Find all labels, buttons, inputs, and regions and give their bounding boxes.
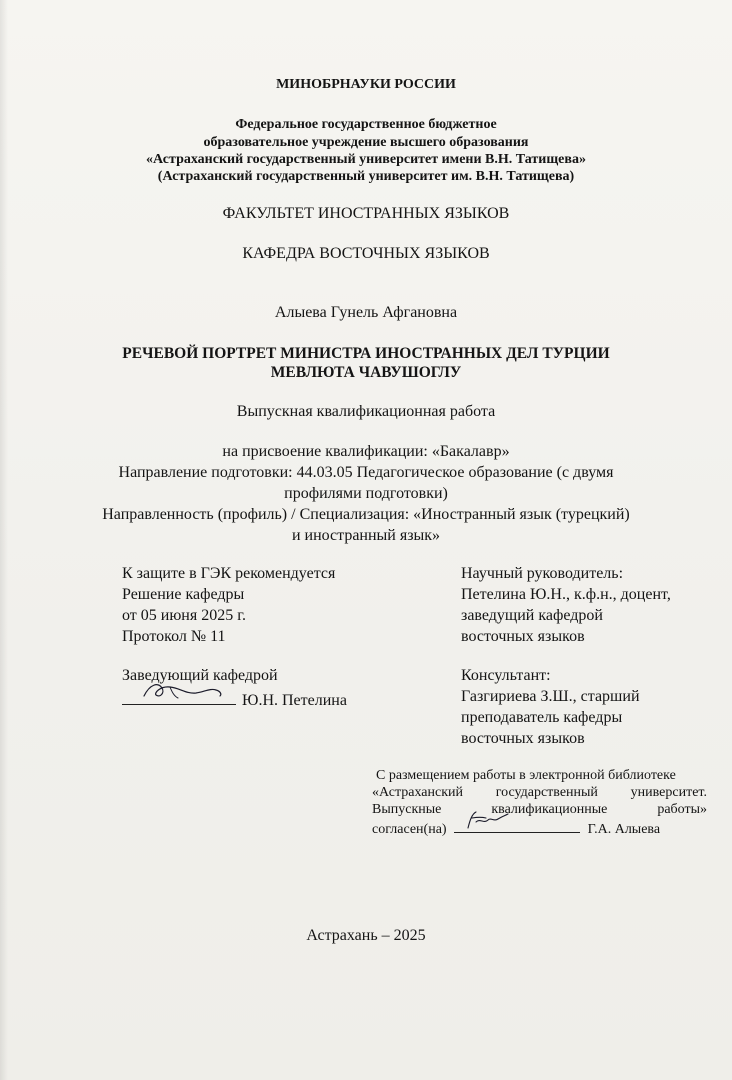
institution-line-1: Федеральное государственное бюджетное (235, 117, 497, 132)
consent-word: квалификационные (491, 802, 608, 817)
consultant-block (461, 665, 640, 749)
thesis-title-line-1: РЕЧЕВОЙ ПОРТРЕТ МИНИСТРА ИНОСТРАННЫХ ДЕЛ ТУРЦИИ (122, 345, 610, 362)
city-year: Астрахань – 2025 (306, 927, 426, 944)
student-signature-line (454, 818, 580, 833)
department-decision-line: Решение кафедры (122, 586, 245, 603)
consent-word: университет. (630, 785, 707, 800)
consent-word: работы» (657, 802, 707, 817)
supervisor-line-3: восточных языков (461, 628, 585, 645)
author-name: Алыева Гунель Афгановна (274, 304, 458, 321)
work-type: Выпускная квалификационная работа (236, 403, 496, 420)
qualification-line-3: профилями подготовки) (284, 485, 448, 502)
qualification-line-5: и иностранный язык» (291, 527, 441, 544)
library-consent-block (372, 767, 707, 838)
student-name: Г.А. Алыева (587, 822, 661, 837)
head-of-department-block (122, 665, 347, 707)
decision-date-line: от 05 июня 2025 г. (122, 607, 246, 624)
consent-line-4 (372, 818, 707, 838)
consent-word: Выпускные (372, 802, 442, 817)
supervisor-line-2: заведущий кафедрой (461, 607, 603, 624)
institution-line-4: (Астраханский государственный университет им. В.Н. Татищева) (157, 169, 575, 184)
consultant-label: Консультант: (461, 667, 551, 684)
consultant-line-3: восточных языков (461, 730, 585, 747)
ministry-heading: МИНОБРНАУКИ РОССИИ (276, 77, 456, 92)
defense-recommendation-block (122, 563, 335, 647)
student-signature-icon (464, 808, 514, 832)
consent-line-2 (372, 784, 707, 801)
institution-line-2: образовательное учреждение высшего образования (203, 135, 529, 150)
faculty-name: ФАКУЛЬТЕТ ИНОСТРАННЫХ ЯЗЫКОВ (222, 205, 510, 222)
consent-line-3 (372, 801, 707, 818)
qualification-line-4: Направленность (профиль) / Специализация: «Иностранный язык (турецкий) (102, 506, 630, 523)
consent-word: «Астраханский (372, 785, 463, 800)
thesis-title-line-2: МЕВЛЮТА ЧАВУШОГЛУ (270, 364, 462, 381)
qualification-line-1: на присвоение квалификации: «Бакалавр» (222, 443, 510, 460)
supervisor-label: Научный руководитель: (461, 565, 624, 582)
consent-line-1: С размещением работы в электронной библиотеке (376, 768, 676, 783)
department-name: КАФЕДРА ВОСТОЧНЫХ ЯЗЫКОВ (242, 245, 490, 262)
consent-word: государственный (495, 785, 598, 800)
recommendation-line: К защите в ГЭК рекомендуется (122, 565, 336, 582)
qualification-line-2: Направление подготовки: 44.03.05 Педагогическое образование (с двумя (118, 464, 614, 481)
head-signature-icon (140, 678, 226, 704)
supervisor-block (461, 563, 671, 647)
supervisor-line-1: Петелина Ю.Н., к.ф.н., доцент, (461, 586, 671, 603)
consent-agree-label: согласен(на) (372, 822, 447, 837)
head-signature-line (122, 686, 236, 705)
consultant-line-1: Газгириева З.Ш., старший (461, 688, 640, 705)
protocol-number-line: Протокол № 11 (122, 628, 226, 645)
head-label: Заведующий кафедрой (122, 667, 278, 684)
head-name: Ю.Н. Петелина (242, 692, 347, 709)
consultant-line-2: преподаватель кафедры (461, 709, 623, 726)
institution-line-3: «Астраханский государственный университет имени В.Н. Татищева» (146, 152, 586, 167)
